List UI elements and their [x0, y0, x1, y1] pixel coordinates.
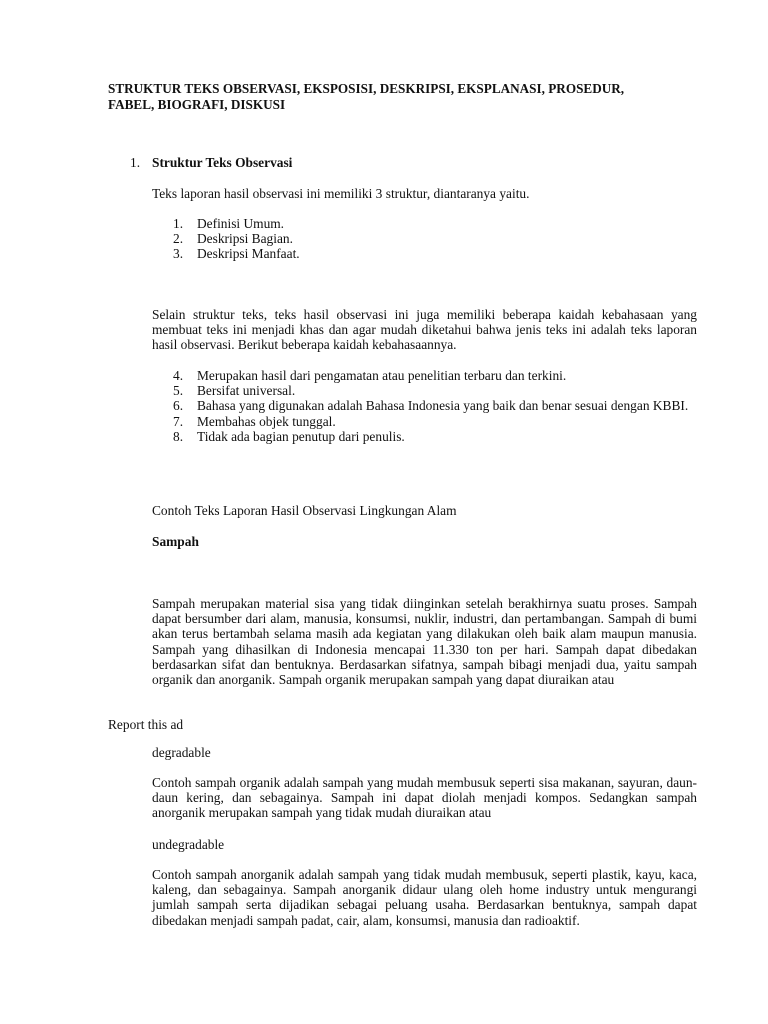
section-title: Struktur Teks Observasi	[152, 155, 293, 170]
term-undegradable: undegradable	[152, 837, 225, 852]
rules-intro: Selain struktur teks, teks hasil observasi ini juga memiliki beberapa kaidah kebahasaan yang membuat teks ini menjadi khas dan agar mudah diketahui bahwa jenis teks ini adalah teks laporan hasil observasi. Berikut beberapa kaidah kebahasaannya.	[152, 307, 697, 353]
section-heading	[130, 155, 292, 170]
report-ad-link[interactable]: Report this ad	[108, 717, 184, 732]
list-item: 7. Membahas objek tunggal.	[173, 413, 336, 429]
example-caption: Contoh Teks Laporan Hasil Observasi Lingkungan Alam	[152, 503, 457, 518]
paragraph-sampah-intro: Sampah merupakan material sisa yang tidak diinginkan setelah berakhirnya suatu proses. Sampah dapat bersumber dari alam, manusia, konsumsi, nuklir, industri, dan pertambangan. Sampah di bumi akan terus bertambah selama masih ada kegiatan yang dilakukan oleh baik alam maupun manusia. Sampah yang dihasilkan di Indonesia mencapai 11.330 ton per hari. Sampah dapat dibedakan berdasarkan sifat dan bentuknya. Berdasarkan sifatnya, sampah bibagi menjadi dua, yaitu sampah organik dan anorganik. Sampah organik merupakan sampah yang dapat diuraikan atau	[152, 596, 697, 688]
structure-intro: Teks laporan hasil observasi ini memiliki 3 struktur, diantaranya yaitu.	[152, 186, 530, 201]
paragraph-anorganik: Contoh sampah anorganik adalah sampah yang tidak mudah membusuk, seperti plastik, kayu, kaca, kaleng, dan sebagainya. Sampah anorganik didaur ulang oleh home industry untuk mengurangi jumlah sampah serta dijadikan sebagai peluang usaha. Berdasarkan bentuknya, sampah dapat dibedakan menjadi sampah padat, cair, alam, konsumsi, manusia dan radioaktif.	[152, 867, 697, 928]
example-heading: Sampah	[152, 534, 199, 549]
document-title: STRUKTUR TEKS OBSERVASI, EKSPOSISI, DESKRIPSI, EKSPLANASI, PROSEDUR, FABEL, BIOGRAFI, DISKUSI	[108, 81, 625, 112]
list-item: 3. Deskripsi Manfaat.	[173, 246, 300, 262]
section-number: 1.	[130, 155, 141, 170]
structure-list	[152, 216, 697, 262]
list-item: 4. Merupakan hasil dari pengamatan atau penelitian terbaru dan terkini.	[173, 368, 567, 383]
list-item: 8. Tidak ada bagian penutup dari penulis.	[173, 428, 405, 444]
list-item: 5. Bersifat universal.	[173, 383, 296, 399]
term-degradable: degradable	[152, 745, 211, 760]
list-item: 1. Definisi Umum.	[173, 216, 285, 231]
list-item: 2. Deskripsi Bagian.	[173, 231, 293, 247]
list-item: 6. Bahasa yang digunakan adalah Bahasa Indonesia yang baik dan benar sesuai dengan KBBI.	[173, 398, 689, 414]
rules-list	[152, 368, 697, 444]
paragraph-organik: Contoh sampah organik adalah sampah yang mudah membusuk seperti sisa makanan, sayuran, daun-daun kering, dan sebagainya. Sampah ini dapat diolah menjadi kompos. Sedangkan sampah anorganik merupakan sampah yang tidak mudah diuraikan atau	[152, 775, 697, 821]
